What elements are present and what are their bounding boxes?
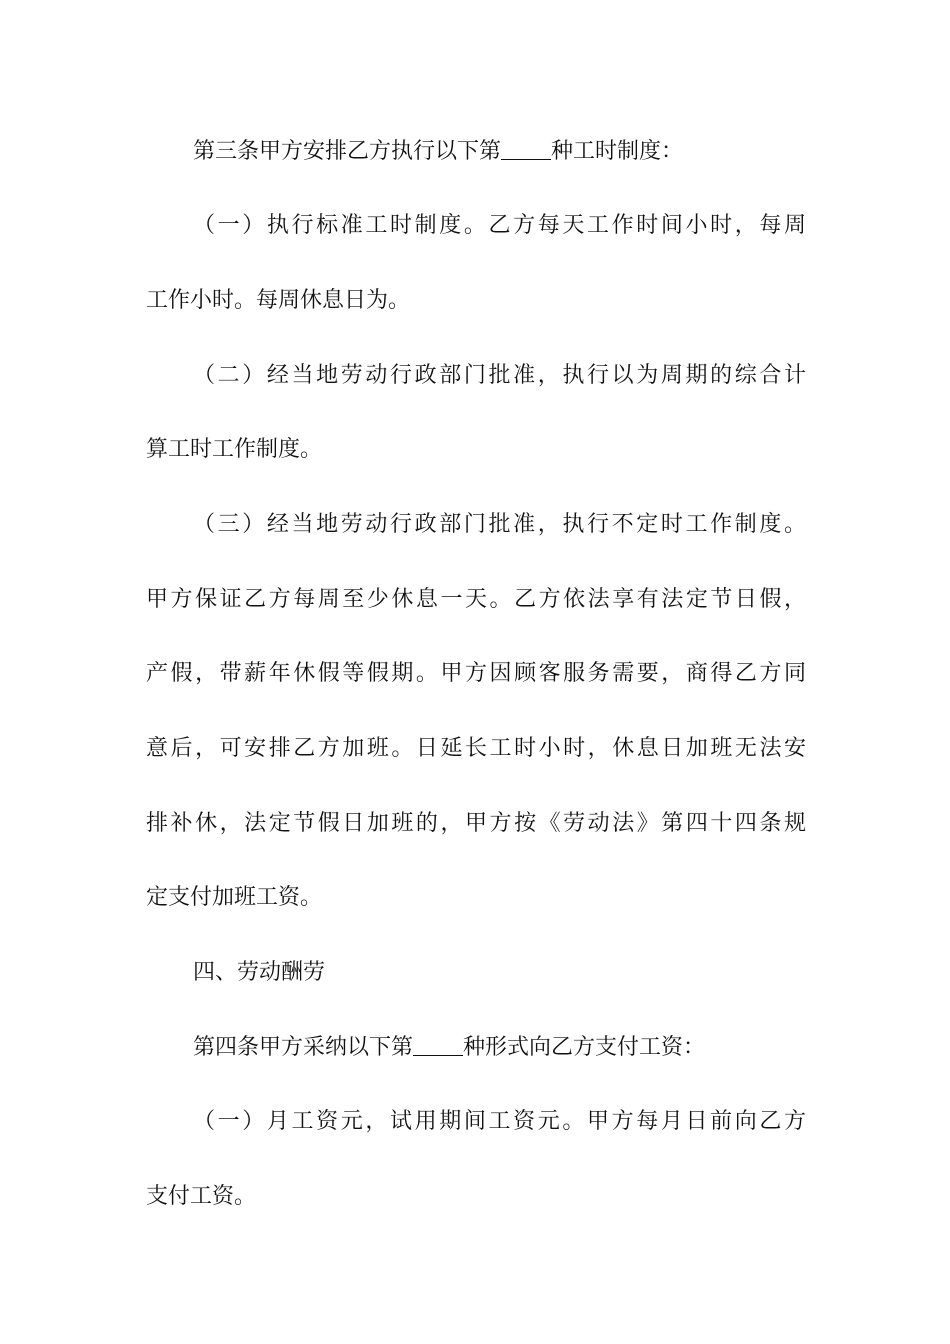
fill-in-blank	[501, 137, 551, 160]
paragraph-line: 产假，带薪年休假等假期。甲方因顾客服务需要，商得乙方同	[146, 661, 806, 686]
paragraph-line: 支付工资。	[146, 1184, 257, 1209]
article-4-heading	[193, 1028, 853, 1068]
paragraph-line: 定支付加班工资。	[146, 885, 323, 910]
paragraph-line: （一）执行标准工时制度。乙方每天工作时间小时，每周	[193, 213, 806, 238]
paragraph-line: （三）经当地劳动行政部门批准，执行不定时工作制度。	[193, 512, 806, 537]
paragraph-line: 意后，可安排乙方加班。日延长工时小时，休息日加班无法安	[146, 736, 806, 761]
section-heading: 四、劳动酬劳	[193, 960, 326, 985]
fill-in-blank	[413, 1033, 463, 1056]
paragraph-line: （一）月工资元，试用期间工资元。甲方每月日前向乙方	[193, 1109, 806, 1134]
article-3-text-b: 种工时制度：	[551, 139, 684, 164]
paragraph-line: 算工时工作制度。	[146, 437, 323, 462]
article-4-text-b: 种形式向乙方支付工资：	[463, 1035, 706, 1060]
paragraph-line: 甲方保证乙方每周至少休息一天。乙方依法享有法定节日假，	[146, 587, 806, 612]
paragraph-line: 排补休，法定节假日加班的，甲方按《劳动法》第四十四条规	[146, 811, 806, 836]
article-3-text-a: 第三条甲方安排乙方执行以下第	[193, 139, 502, 164]
article-3-heading	[193, 132, 853, 172]
paragraph-line: （二）经当地劳动行政部门批准，执行以为周期的综合计	[193, 363, 806, 388]
article-4-text-a: 第四条甲方采纳以下第	[193, 1035, 414, 1060]
paragraph-line: 工作小时。每周休息日为。	[146, 288, 411, 313]
